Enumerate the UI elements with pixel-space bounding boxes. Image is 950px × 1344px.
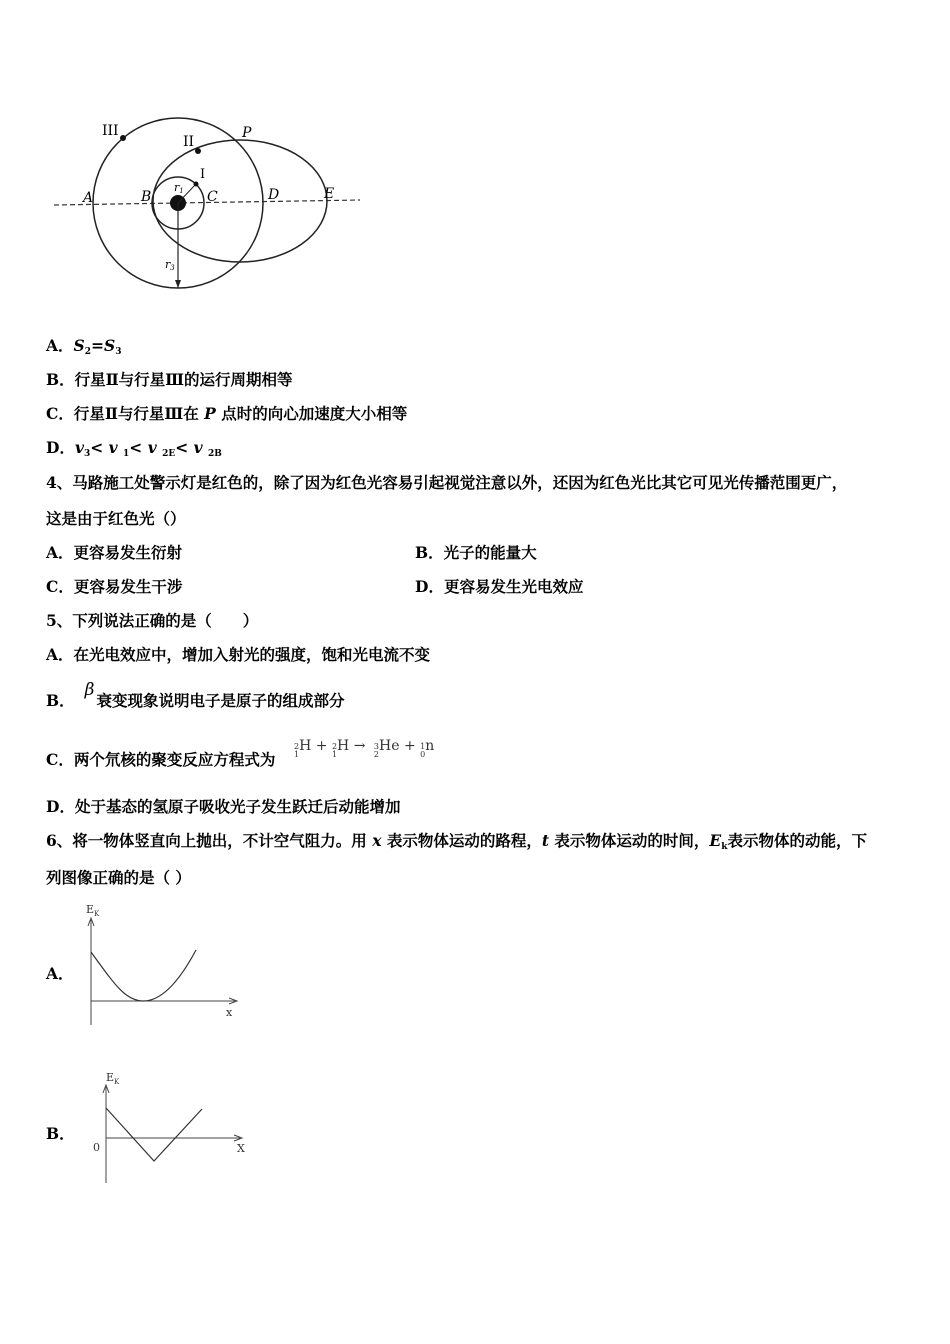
q4-stem-line1: 4、马路施工处警示灯是红色的，除了因为红色光容易引起视觉注意以外，还因为红色光比其它可见光传播范围更广， [46, 473, 848, 492]
q6-stem-line2: 列图像正确的是（ ） [46, 868, 191, 887]
label-d: D [268, 187, 280, 203]
orbit-figure [50, 115, 370, 295]
q3-option-a[interactable]: A．$S_2=S_3$ [46, 336, 122, 357]
beta-symbol: β [84, 680, 95, 700]
q3-option-b[interactable]: B．行星Ⅱ与行星Ⅲ的运行周期相等 [46, 370, 293, 389]
graph-b-curve [106, 1108, 202, 1161]
label-orbit2: II [183, 134, 195, 150]
q5-option-b[interactable]: B．β衰变现象说明电子是原子的组成部分 [46, 680, 345, 710]
q5-option-d[interactable]: D．处于基态的氢原子吸收光子发生跃迁后动能增加 [46, 797, 401, 816]
planet-2 [195, 148, 201, 154]
label-r1: r1 [174, 181, 184, 195]
q5-stem: 5、下列说法正确的是（ ） [46, 611, 259, 630]
label-a: A [83, 190, 94, 206]
graph-b[interactable] [85, 1065, 255, 1190]
graph-a-xlabel: x [226, 1006, 233, 1019]
label-c: C [207, 189, 218, 205]
label-orbit1: I [200, 167, 206, 182]
graph-a[interactable] [80, 900, 245, 1030]
label-b: B [141, 189, 152, 205]
fusion-equation: 2 1 H + 2 1 H → 3 2 He + 1 0 n [294, 738, 435, 759]
r3-arrowhead [175, 280, 181, 288]
label-p: P [242, 125, 252, 141]
graph-b-origin: 0 [93, 1141, 100, 1154]
q3-option-c[interactable]: C．行星Ⅱ与行星Ⅲ在 P 点时的向心加速度大小相等 [46, 404, 408, 423]
planet-3 [120, 135, 126, 141]
q4-option-c[interactable]: C．更容易发生干涉 [46, 577, 183, 596]
q4-stem-line2: 这是由于红色光（） [46, 509, 186, 528]
q4-option-b[interactable]: B．光子的能量大 [415, 543, 537, 562]
label-e: E [324, 186, 335, 202]
graph-b-ylabel: $E_K$ [106, 1071, 120, 1086]
q6-option-b-label[interactable]: B． [46, 1124, 75, 1143]
graph-b-xlabel: X [237, 1142, 245, 1155]
q4-option-a[interactable]: A．更容易发生衍射 [46, 543, 183, 562]
q6-option-a-label[interactable]: A． [46, 964, 74, 983]
graph-a-ylabel: $E_K$ [86, 903, 100, 918]
label-orbit3: III [102, 123, 119, 139]
q4-option-d[interactable]: D．更容易发生光电效应 [415, 577, 584, 596]
graph-a-curve [91, 950, 196, 1001]
q5-option-a[interactable]: A．在光电效应中，增加入射光的强度，饱和光电流不变 [46, 645, 431, 664]
label-r3: r3 [165, 258, 175, 272]
q3-option-d[interactable]: D．$v_3< v$ $_1$< v $_{2E}$< v $_{2B}$ [46, 438, 222, 459]
q5-option-c[interactable]: C．两个氘核的聚变反应方程式为 [46, 750, 276, 769]
q6-stem-line1: 6、将一物体竖直向上抛出，不计空气阻力。用 x 表示物体运动的路程，t 表示物体运动的时间，$E_k$表示物体的动能，下 [46, 831, 868, 852]
